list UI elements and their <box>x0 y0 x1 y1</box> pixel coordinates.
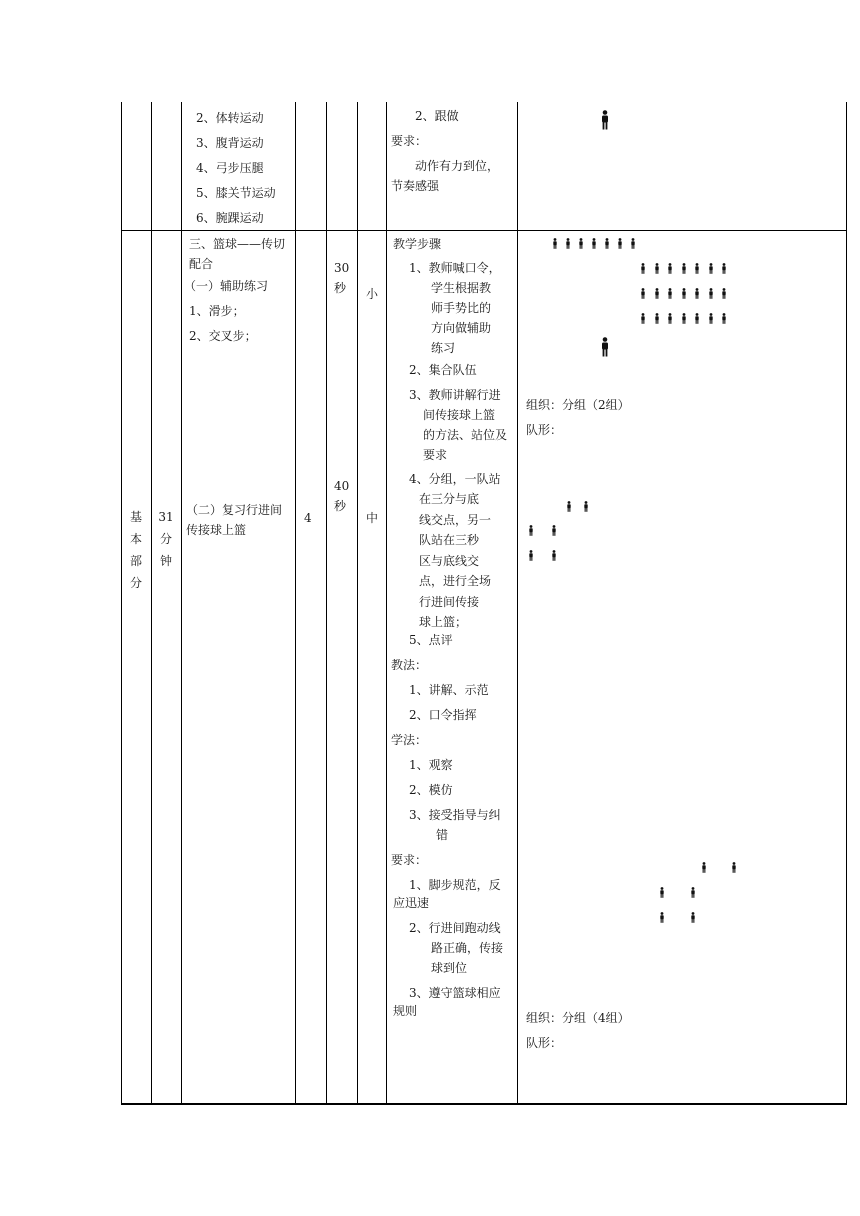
req-line: 1、脚步规范，反 <box>409 878 501 892</box>
content-item: 4、弓步压腿 <box>196 161 264 175</box>
org-label: 组织：分组（2组） <box>526 398 630 412</box>
col-divider-4 <box>326 102 327 1105</box>
teacher-figure-icon <box>600 110 610 130</box>
sub-item: 2、交叉步； <box>189 329 257 343</box>
content-item: 6、腕踝运动 <box>196 211 264 225</box>
step-line: 4、分组，一队站 <box>409 472 501 486</box>
req-line: 2、行进间跑动线 <box>409 921 501 935</box>
step4-cont: 在三分与底 线交点，另一 队站在三秒 区与底线交 点，进行全场 行进间传接 球上篮； <box>419 492 492 629</box>
standing-person-icon <box>690 912 696 923</box>
standing-person-icon <box>731 862 737 873</box>
standing-person-icon <box>604 238 610 249</box>
standing-person-icon <box>681 263 687 274</box>
time-allotted: 31 分 钟 <box>158 510 174 568</box>
sub-item: 1、滑步； <box>189 304 245 318</box>
standing-person-icon <box>659 912 665 923</box>
standing-person-icon <box>721 288 727 299</box>
col-divider-6 <box>386 102 387 1105</box>
standing-person-icon <box>551 525 557 536</box>
method-line: 节奏感强 <box>391 179 440 193</box>
jiaofa-item: 2、口令指挥 <box>409 708 477 722</box>
standing-person-icon <box>654 313 660 324</box>
req-line: 规则 <box>393 1004 418 1018</box>
standing-person-icon <box>681 288 687 299</box>
col-divider-3 <box>295 102 296 1105</box>
standing-person-icon <box>659 887 665 898</box>
col-divider-1 <box>151 102 152 1105</box>
standing-person-icon <box>551 550 557 561</box>
xuefa-item: 2、模仿 <box>409 783 453 797</box>
content-item: 3、腹背运动 <box>196 136 264 150</box>
col-divider-5 <box>357 102 358 1105</box>
standing-person-icon <box>528 550 534 561</box>
step-line: 1、教师喊口令， <box>409 261 501 275</box>
jiaofa-title: 教法： <box>391 658 428 672</box>
standing-person-icon <box>640 263 646 274</box>
standing-person-icon <box>708 263 714 274</box>
table-border-bottom <box>121 1103 847 1105</box>
standing-person-icon <box>708 313 714 324</box>
sub-heading-2: （二）复习行进间 传接球上篮 <box>186 503 283 537</box>
standing-person-icon <box>630 238 636 249</box>
step-line: 3、教师讲解行进 <box>409 388 501 402</box>
steps-title: 教学步骤 <box>393 237 442 251</box>
req-line: 应迅速 <box>393 896 430 910</box>
formation-label: 队形： <box>526 1036 563 1050</box>
col-divider-2 <box>181 102 182 1105</box>
table-border-right <box>846 102 847 1105</box>
standing-person-icon <box>640 313 646 324</box>
standing-person-icon <box>583 501 589 512</box>
org-label: 组织：分组（4组） <box>526 1011 630 1025</box>
standing-person-icon <box>617 238 623 249</box>
standing-person-icon <box>591 238 597 249</box>
standing-person-icon <box>528 525 534 536</box>
standing-person-icon <box>654 263 660 274</box>
standing-person-icon <box>552 238 558 249</box>
xuefa-item: 3、接受指导与纠 <box>409 808 501 822</box>
teacher-figure-icon <box>600 337 610 357</box>
practice-count: 4 <box>304 511 312 525</box>
basic-content-title: 三、篮球——传切 配合 <box>189 237 286 271</box>
xuefa-cont: 错 <box>436 828 449 842</box>
xuefa-title: 学法： <box>391 733 428 747</box>
content-item: 5、膝关节运动 <box>196 186 276 200</box>
standing-person-icon <box>640 288 646 299</box>
part-name: 基 本 部 分 <box>129 510 142 590</box>
step3-cont: 间传接球上篮 的方法、站位及 要求 <box>423 408 508 462</box>
intensity-first: 小 <box>366 287 379 301</box>
formation-label: 队形： <box>526 423 563 437</box>
step1-cont: 学生根据教 师手势比的 方向做辅助 练习 <box>431 281 492 355</box>
req-title: 要求： <box>391 853 428 867</box>
jiaofa-item: 1、讲解、示范 <box>409 683 489 697</box>
standing-person-icon <box>578 238 584 249</box>
standing-person-icon <box>565 238 571 249</box>
req2-cont: 路正确，传接 球到位 <box>431 941 504 975</box>
standing-person-icon <box>721 263 727 274</box>
standing-person-icon <box>694 288 700 299</box>
method-line: 要求： <box>391 134 428 148</box>
content-item: 2、体转运动 <box>196 111 264 125</box>
standing-person-icon <box>708 288 714 299</box>
standing-person-icon <box>694 313 700 324</box>
top-content-list <box>196 106 276 231</box>
standing-person-icon <box>566 501 572 512</box>
intensity-second: 中 <box>366 511 379 525</box>
step-line: 5、点评 <box>409 633 453 647</box>
standing-person-icon <box>681 313 687 324</box>
step-line: 2、集合队伍 <box>409 363 477 377</box>
standing-person-icon <box>721 313 727 324</box>
col-divider-7 <box>517 102 518 1105</box>
table-border-left <box>121 102 122 1105</box>
duration-second: 40 秒 <box>334 479 350 513</box>
standing-person-icon <box>667 313 673 324</box>
standing-person-icon <box>701 862 707 873</box>
duration-first: 30 秒 <box>334 261 350 295</box>
standing-person-icon <box>654 288 660 299</box>
standing-person-icon <box>667 263 673 274</box>
standing-person-icon <box>690 887 696 898</box>
req-line: 3、遵守篮球相应 <box>409 986 501 1000</box>
method-line: 动作有力到位， <box>415 159 500 173</box>
standing-person-icon <box>667 288 673 299</box>
sub-heading-1: （一）辅助练习 <box>184 279 269 293</box>
xuefa-item: 1、观察 <box>409 758 453 772</box>
standing-person-icon <box>694 263 700 274</box>
method-line: 2、跟做 <box>415 109 459 123</box>
